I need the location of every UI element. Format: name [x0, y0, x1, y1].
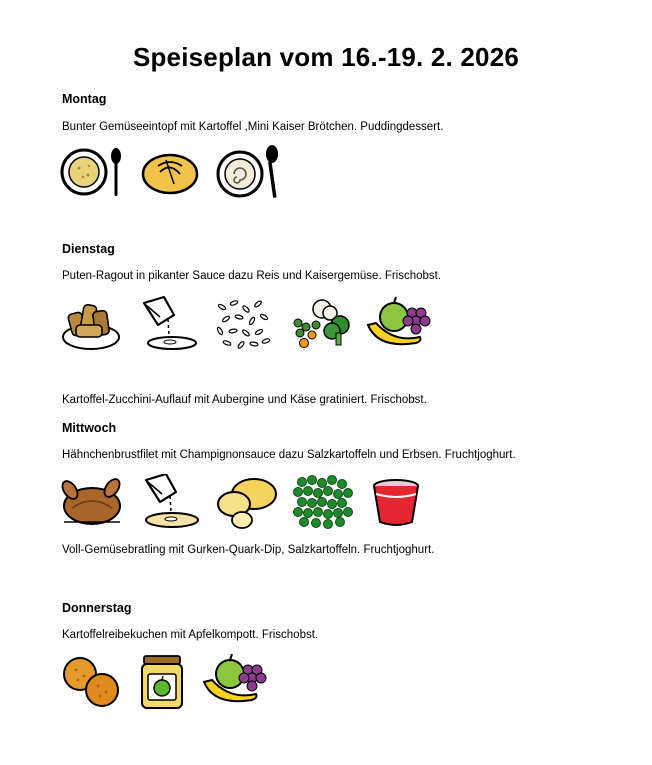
day-heading-mittwoch: Mittwoch [62, 421, 117, 435]
icon-row [58, 144, 296, 200]
meal-text: Hähnchenbrustfilet mit Champignonsauce dazu Salzkartoffeln und Erbsen. Fruchtjoghurt. [62, 449, 516, 461]
bread-roll-icon [140, 144, 200, 200]
yoghurt-cup-icon [368, 474, 424, 530]
roast-chicken-icon [58, 474, 126, 530]
potatoes-icon [214, 474, 280, 530]
peas-icon [292, 474, 356, 530]
soup-bowl-icon [58, 144, 128, 200]
meal-text: Bunter Gemüseeintopf mit Kartoffel ,Mini Kaiser Brötchen. Puddingdessert. [62, 121, 444, 133]
meal-text: Kartoffel-Zucchini-Auflauf mit Aubergine und Käse gratiniert. Frischobst. [62, 394, 427, 406]
fruit-icon [364, 295, 434, 353]
fruit-icon [200, 654, 270, 710]
pudding-bowl-icon [212, 144, 284, 200]
page-title: Speiseplan vom 16.-19. 2. 2026 [132, 42, 520, 72]
sauce-jug-icon [138, 474, 202, 530]
day-heading-donnerstag: Donnerstag [62, 601, 132, 615]
sauce-jug-icon [136, 295, 200, 353]
apple-compote-jar-icon [136, 654, 188, 710]
meal-text: Voll-Gemüsebratling mit Gurken-Quark-Dip, Salzkartoffeln. Fruchtjoghurt. [62, 544, 435, 556]
meal-text: Kartoffelreibekuchen mit Apfelkompott. Frischobst. [62, 629, 319, 641]
meat-ragout-icon [58, 295, 124, 353]
potato-pancakes-icon [58, 654, 124, 710]
day-heading-montag: Montag [62, 92, 107, 106]
rice-icon [212, 295, 274, 353]
icon-row [58, 654, 282, 710]
day-heading-dienstag: Dienstag [62, 242, 115, 256]
vegetables-icon [286, 295, 352, 353]
icon-row [58, 474, 436, 530]
icon-row [58, 295, 446, 353]
meal-text: Puten-Ragout in pikanter Sauce dazu Reis und Kaisergemüse. Frischobst. [62, 270, 442, 282]
